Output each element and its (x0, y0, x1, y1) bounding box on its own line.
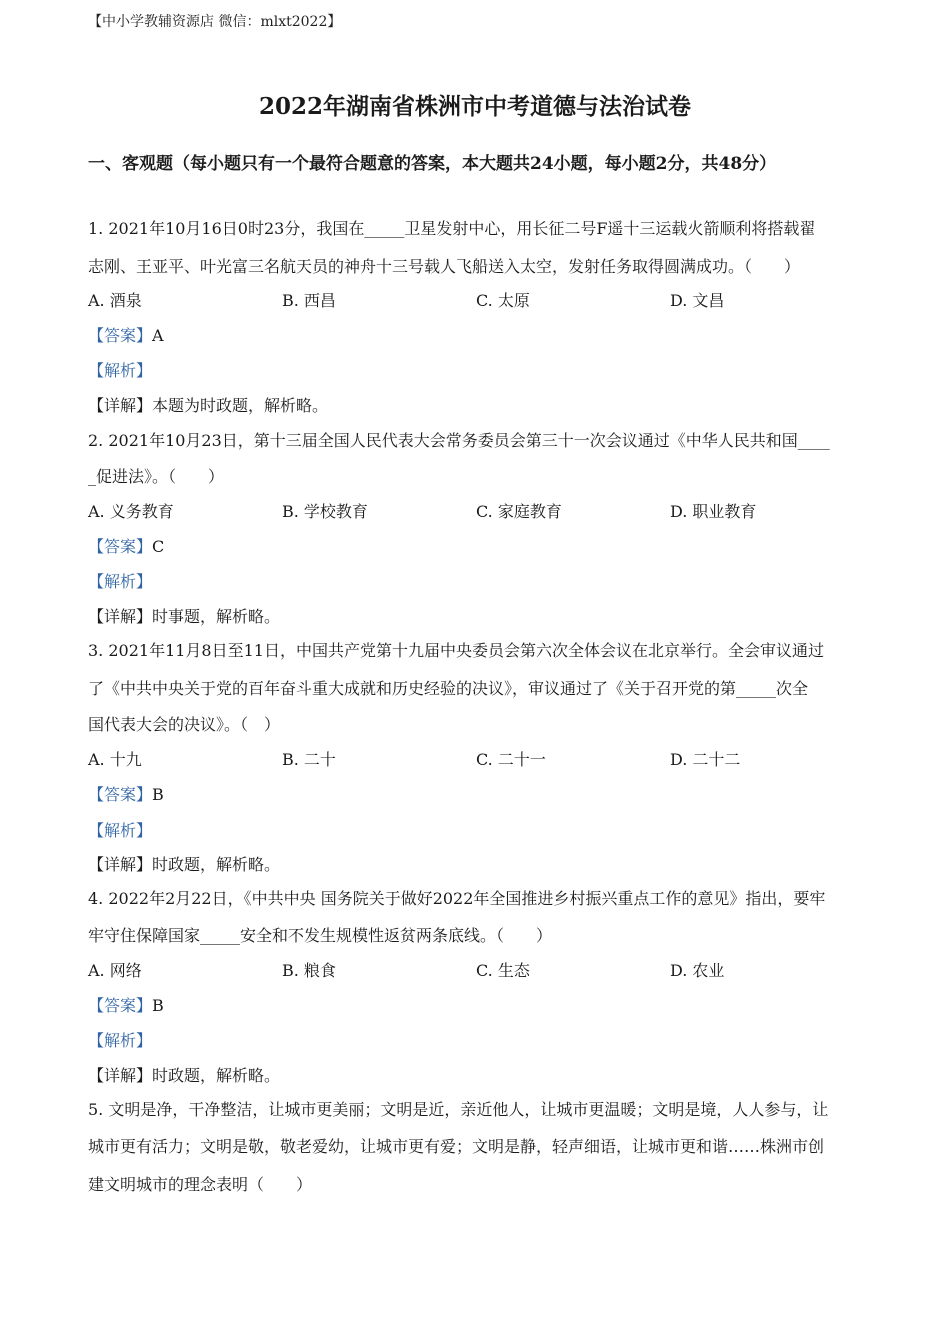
option-a: A. 义务教育 (88, 502, 174, 521)
question-3-analysis (88, 820, 868, 842)
detail-text: 时事题，解析略。 (152, 607, 281, 626)
answer-value: B (152, 996, 164, 1015)
option-b: B. 西昌 (282, 291, 336, 310)
analysis-label: 【解析】 (88, 572, 153, 591)
option-c: C. 家庭教育 (476, 502, 562, 521)
question-3-line-2: 了《中共中央关于党的百年奋斗重大成就和历史经验的决议》，审议通过了《关于召开党的第_____次全 (88, 679, 809, 698)
section-header: 一、客观题（每小题只有一个最符合题意的答案，本大题共24小题，每小题2分，共48分） (88, 154, 777, 174)
question-2-answer (88, 536, 868, 558)
question-3-answer (88, 784, 868, 806)
option-c: C. 太原 (476, 291, 530, 310)
detail-text: 本题为时政题，解析略。 (152, 396, 329, 415)
analysis-label: 【解析】 (88, 1031, 153, 1050)
question-2-options (88, 501, 868, 523)
answer-value: C (152, 537, 165, 556)
question-3-options (88, 749, 868, 771)
option-a: A. 十九 (88, 750, 142, 769)
question-5-line-2: 城市更有活力；文明是敬，敬老爱幼，让城市更有爱；文明是静，轻声细语，让城市更和谐……株洲市创 (88, 1137, 825, 1156)
question-1-line-2: 志刚、王亚平、叶光富三名航天员的神舟十三号载人飞船送入太空，发射任务取得圆满成功。（ ） (88, 257, 801, 276)
watermark: 【中小学教辅资源店 微信：mlxt2022】 (88, 14, 342, 30)
option-b: B. 二十 (282, 750, 336, 769)
question-2-line-1: 2. 2021年10月23日，第十三届全国人民代表大会常务委员会第三十一次会议通过《中华人民共和国____ (88, 431, 830, 450)
detail-label: 【详解】 (88, 855, 153, 874)
option-b: B. 学校教育 (282, 502, 368, 521)
detail-label: 【详解】 (88, 1066, 153, 1085)
option-d: D. 文昌 (670, 291, 725, 310)
question-2-detail (88, 606, 868, 628)
detail-text: 时政题，解析略。 (152, 855, 281, 874)
question-5-line-1: 5. 文明是净，干净整洁，让城市更美丽；文明是近，亲近他人，让城市更温暖；文明是境，人人参与，让 (88, 1100, 829, 1119)
question-4-analysis (88, 1030, 868, 1052)
question-1-line-1: 1. 2021年10月16日0时23分，我国在_____卫星发射中心，用长征二号F遥十三运载火箭顺利将搭载翟 (88, 219, 816, 238)
answer-label: 【答案】 (88, 537, 153, 556)
option-d: D. 职业教育 (670, 502, 757, 521)
option-a: A. 酒泉 (88, 291, 142, 310)
question-2-analysis (88, 571, 868, 593)
answer-value: A (152, 326, 164, 345)
question-1-options (88, 290, 868, 312)
question-5-line-3: 建文明城市的理念表明（ ） (88, 1175, 313, 1194)
answer-label: 【答案】 (88, 326, 153, 345)
question-4-line-1: 4. 2022年2月22日，《中共中央 国务院关于做好2022年全国推进乡村振兴重点工作的意见》指出，要牢 (88, 889, 826, 908)
question-4-options (88, 960, 868, 982)
option-d: D. 农业 (670, 961, 725, 980)
question-3-detail (88, 854, 868, 876)
question-3-line-1: 3. 2021年11月8日至11日，中国共产党第十九届中央委员会第六次全体会议在北京举行。全会审议通过 (88, 641, 824, 660)
option-a: A. 网络 (88, 961, 142, 980)
question-1-analysis (88, 360, 868, 382)
question-3-line-3: 国代表大会的决议》。（ ） (88, 715, 281, 734)
answer-value: B (152, 785, 164, 804)
option-c: C. 二十一 (476, 750, 546, 769)
question-4-detail (88, 1065, 868, 1087)
detail-text: 时政题，解析略。 (152, 1066, 281, 1085)
option-c: C. 生态 (476, 961, 530, 980)
detail-label: 【详解】 (88, 607, 153, 626)
question-4-answer (88, 995, 868, 1017)
option-d: D. 二十二 (670, 750, 741, 769)
question-1-detail (88, 395, 868, 417)
analysis-label: 【解析】 (88, 361, 153, 380)
option-b: B. 粮食 (282, 961, 336, 980)
question-4-line-2: 牢守住保障国家_____安全和不发生规模性返贫两条底线。（ ） (88, 926, 553, 945)
detail-label: 【详解】 (88, 396, 153, 415)
analysis-label: 【解析】 (88, 821, 153, 840)
answer-label: 【答案】 (88, 785, 153, 804)
question-1-answer (88, 325, 868, 347)
page-title: 2022年湖南省株洲市中考道德与法治试卷 (258, 93, 691, 120)
answer-label: 【答案】 (88, 996, 153, 1015)
question-2-line-2: _促进法》。（ ） (88, 467, 225, 486)
